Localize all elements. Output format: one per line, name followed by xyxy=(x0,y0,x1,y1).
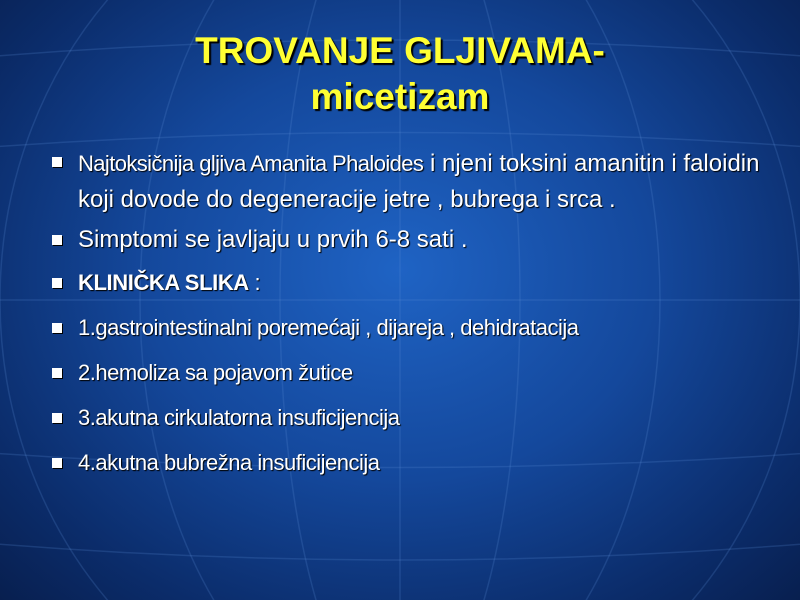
bullet-item xyxy=(50,146,770,218)
bullet-text: Simptomi se javljaju u prvih 6-8 sati . xyxy=(78,226,468,253)
square-bullet-icon xyxy=(52,323,62,333)
square-bullet-icon xyxy=(52,157,62,167)
bullet-list xyxy=(50,146,770,478)
square-bullet-icon xyxy=(52,413,62,423)
bullet-item xyxy=(50,358,770,388)
square-bullet-icon xyxy=(52,235,62,245)
square-bullet-icon xyxy=(52,458,62,468)
bullet-text: 1.gastrointestinalni poremećaji , dijareja , dehidratacija xyxy=(78,315,579,340)
bullet-item xyxy=(50,313,770,343)
bullet-item xyxy=(50,222,770,258)
bullet-text: : xyxy=(248,270,261,295)
bullet-text: 2.hemoliza sa pojavom žutice xyxy=(78,360,353,385)
bullet-text: 3.akutna cirkulatorna insuficijencija xyxy=(78,405,400,430)
square-bullet-icon xyxy=(52,368,62,378)
slide-title-line-2: micetizam xyxy=(310,76,490,117)
bullet-item xyxy=(50,448,770,478)
bullet-text-part2: i njeni toksini amanitin i faloidin koji dovode do degeneracije jetre , bubrega i srca . xyxy=(78,150,760,213)
square-bullet-icon xyxy=(52,278,62,288)
bullet-text-part1: Najtoksičnija gljiva Amanita Phaloides xyxy=(78,151,424,176)
slide-title xyxy=(0,28,800,120)
bullet-text: 4.akutna bubrežna insuficijencija xyxy=(78,450,380,475)
bullet-item xyxy=(50,268,770,298)
slide-title-line-1: TROVANJE GLJIVAMA- xyxy=(195,30,605,71)
bullet-heading: KLINIČKA SLIKA xyxy=(78,270,249,295)
bullet-item xyxy=(50,403,770,433)
